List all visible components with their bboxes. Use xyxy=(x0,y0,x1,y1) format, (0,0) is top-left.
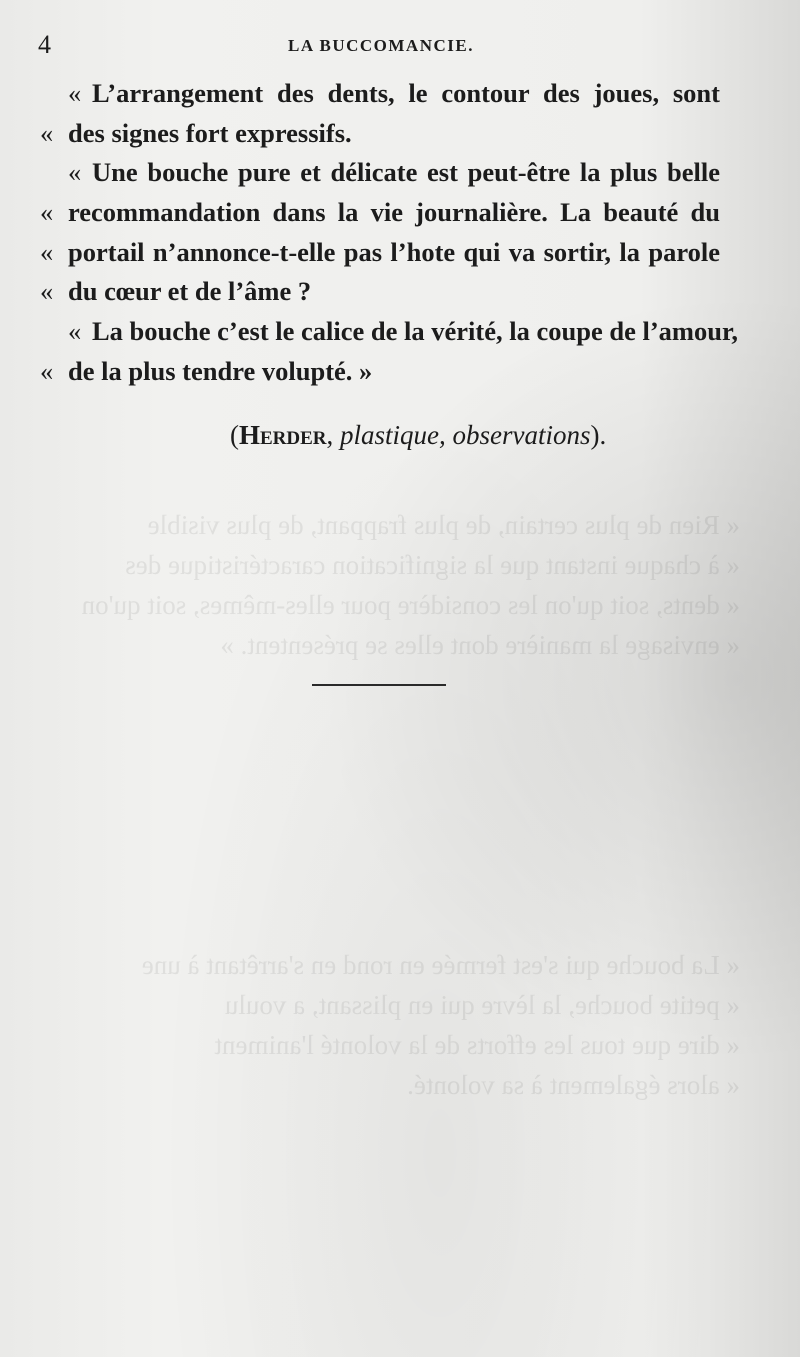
text-line xyxy=(40,352,720,392)
quotation-body xyxy=(40,74,738,392)
running-title: LA BUCCOMANCIE. xyxy=(288,36,474,55)
line-text: des signes fort expressifs. xyxy=(68,117,352,148)
guillemet-mark: « xyxy=(40,117,54,148)
line-text: L’arrangement des dents, le contour des joues, sont xyxy=(92,78,720,108)
citation xyxy=(230,420,606,451)
citation-separator: , xyxy=(326,420,341,450)
page-header xyxy=(36,30,726,62)
text-line xyxy=(40,233,720,273)
guillemet-mark: « xyxy=(40,276,54,307)
guillemet-mark: « xyxy=(68,78,82,108)
section-divider-rule xyxy=(312,684,446,686)
guillemet-mark: « xyxy=(40,236,54,267)
text-line xyxy=(40,272,720,312)
text-line xyxy=(40,153,720,193)
guillemet-mark: « xyxy=(68,157,82,188)
line-text: du cœur et de l’âme ? xyxy=(68,276,312,307)
line-text: de la plus tendre volupté. » xyxy=(68,355,373,386)
text-line xyxy=(40,114,720,154)
text-line xyxy=(40,193,720,233)
show-through-text-upper: « Rien de plus certain, de plus frappant, de plus visible « à chaque instant que la signification caractéristique des « dents, soit qu'on les considère pour elles-mêmes, soit qu'on « envisage la manière dont elles se présentent. » xyxy=(81,510,740,660)
page-number: 4 xyxy=(38,30,51,59)
guillemet-mark: « xyxy=(40,355,54,386)
citation-close: ). xyxy=(590,420,607,450)
show-through-text-lower: « La bouche qui s'est fermée en rond en s'arrêtant à une « petite bouche, la lèvre qui en plissant, a voulu « dire que tous les efforts de la volonté l'animent « alors également à sa volonté. xyxy=(141,950,740,1100)
text-line xyxy=(40,74,720,114)
guillemet-mark: « xyxy=(40,197,54,228)
guillemet-mark: « xyxy=(68,316,82,347)
line-text: La bouche c’est le calice de la vérité, la coupe de l’amour, xyxy=(92,316,738,347)
line-text: portail n’annonce-t-elle pas l’hote qui va sortir, la parole xyxy=(68,236,720,267)
line-text: Une bouche pure et délicate est peut-être la plus belle xyxy=(92,157,720,188)
citation-author: Herder xyxy=(239,420,327,450)
line-text: recommandation dans la vie journalière. La beauté du xyxy=(68,197,720,228)
citation-open: ( xyxy=(230,420,239,450)
citation-work: plastique, observations xyxy=(340,420,591,450)
text-line xyxy=(40,312,738,352)
